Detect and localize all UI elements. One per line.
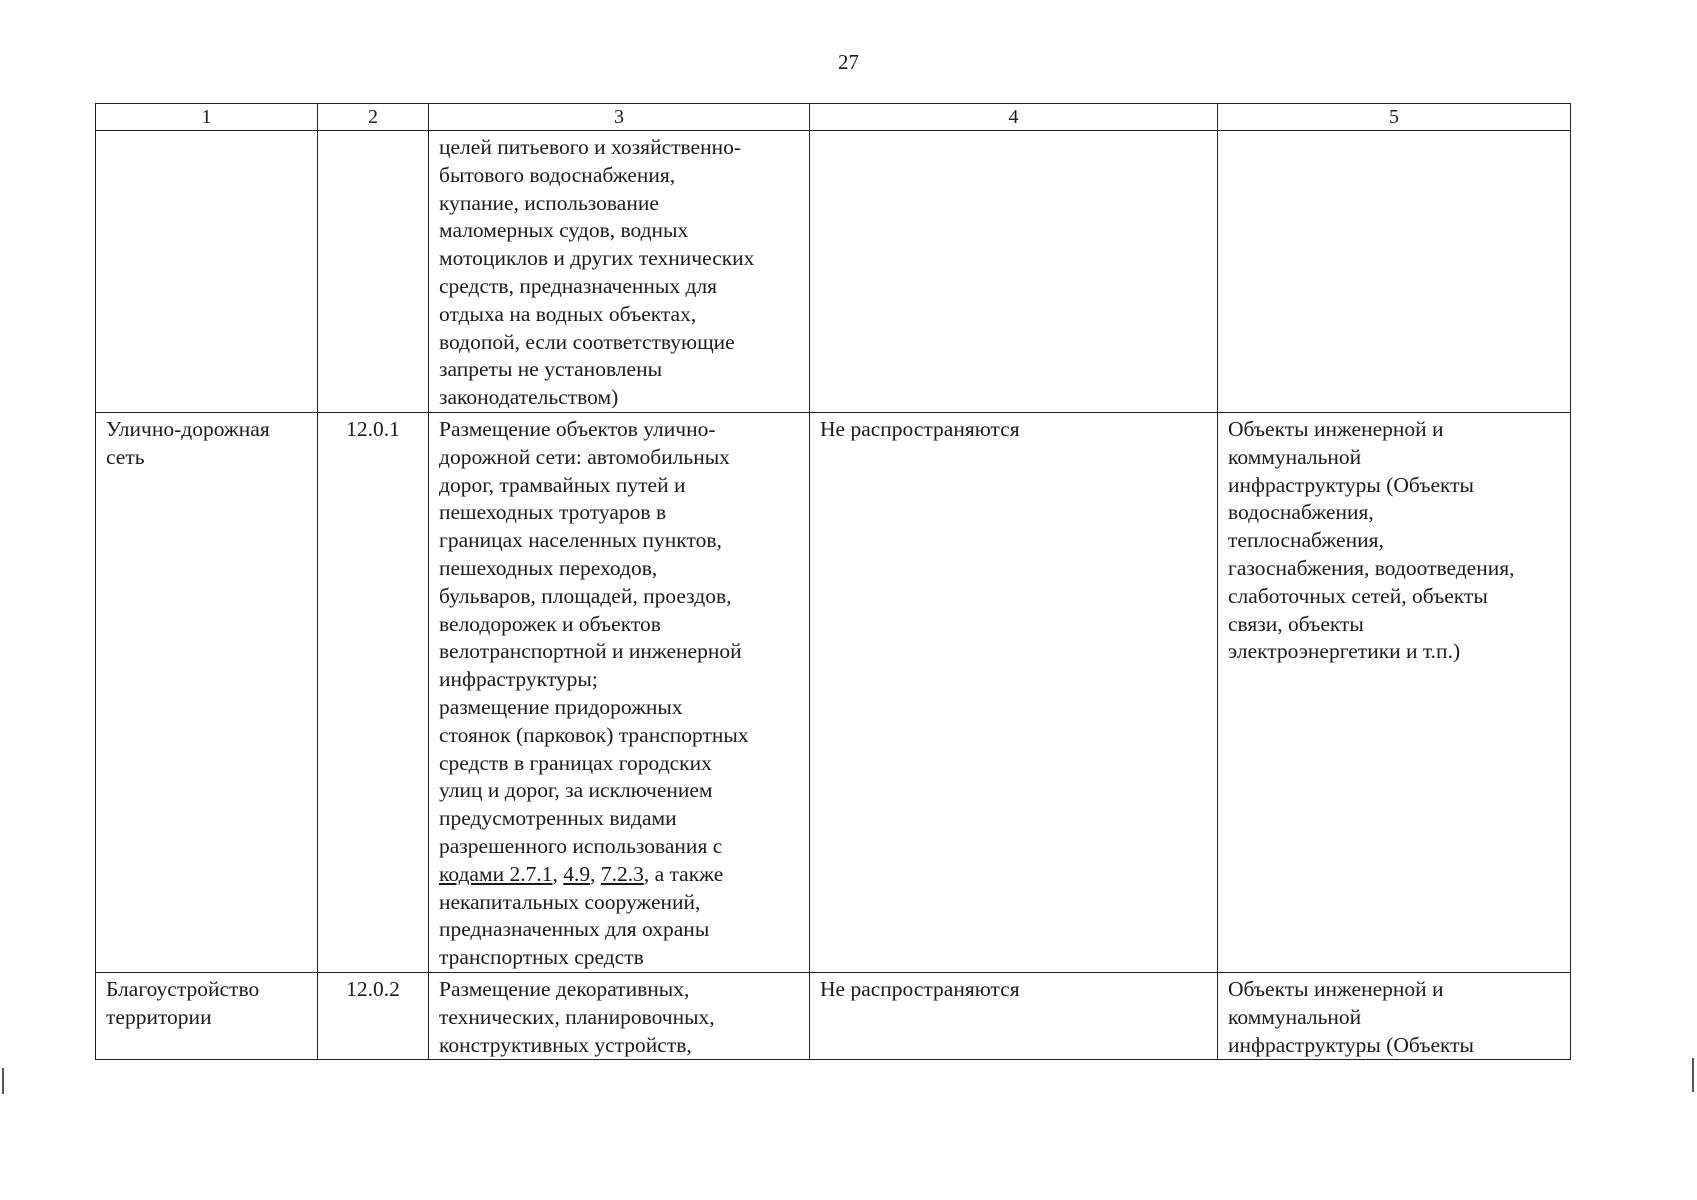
auxiliary-uses-cell: [1218, 972, 1571, 1059]
code-link-4-9[interactable]: 4.9: [563, 861, 591, 886]
auxiliary-uses-cell: [1218, 131, 1571, 413]
restrictions-text: Не распространяются: [820, 976, 1020, 1001]
use-name-cell: [96, 131, 318, 413]
restrictions-cell: [810, 131, 1218, 413]
use-code-cell: [318, 412, 429, 972]
header-col-5: 5: [1218, 104, 1571, 131]
restrictions-cell: [810, 412, 1218, 972]
header-col-3: 3: [429, 104, 810, 131]
use-description-cell: [429, 972, 810, 1059]
code-link-7-2-3[interactable]: 7.2.3: [600, 861, 644, 886]
header-col-2: 2: [318, 104, 429, 131]
table-row: [96, 131, 1571, 413]
use-description-text: Размещение декоративных, технических, планировочных, конструктивных устройств,: [439, 976, 715, 1057]
header-col-4: 4: [810, 104, 1218, 131]
header-col-1: 1: [96, 104, 318, 131]
use-name-cell: [96, 412, 318, 972]
land-use-table: [95, 103, 1571, 1060]
use-code-text: 12.0.1: [346, 416, 400, 441]
page-number: 27: [838, 50, 859, 74]
use-description-text: целей питьевого и хозяйственно- бытового водоснабжения, купание, использование маломерных судов, водных мотоциклов и других технических средств, предназначенных для отдыха на водных объектах, водопой, если соответствующие запреты не установлены законодательством): [439, 135, 755, 410]
use-name-text: Благоустройство территории: [106, 976, 260, 1029]
use-description-text: Размещение объектов улично- дорожной сети: автомобильных дорог, трамвайных путей и пешеходных тротуаров в границах населенных пунктов, пешеходных переходов, бульваров, площадей, проездов, велодорожек и объектов велотранспортной и инженерной инфраструктуры; размещение придорожных стоянок (парковок) транспортных средств в границах городских улиц и дорог, за исключением предусмотренных видами разрешенного использования с кодами 2.7.1, 4.9, 7.2.3, а также некапитальных сооружений, предназначенных для охраны транспортных средств: [439, 416, 749, 970]
auxiliary-uses-text: Объекты инженерной и коммунальной инфраструктуры (Объекты: [1228, 976, 1475, 1057]
auxiliary-uses-text: Объекты инженерной и коммунальной инфраструктуры (Объекты водоснабжения, теплоснабжения, газоснабжения, водоотведения, слаботочных сетей, объекты связи, объекты электроэнергетики и т.п.): [1228, 416, 1515, 664]
scan-edge-mark-left: [2, 1068, 4, 1094]
table-header-row: [96, 104, 1571, 131]
use-name-text: Улично-дорожная сеть: [106, 416, 270, 469]
use-name-cell: [96, 972, 318, 1059]
use-description-cell: [429, 131, 810, 413]
auxiliary-uses-cell: [1218, 412, 1571, 972]
use-code-text: 12.0.2: [346, 976, 400, 1001]
use-description-cell: [429, 412, 810, 972]
table-row: [96, 412, 1571, 972]
restrictions-cell: [810, 972, 1218, 1059]
scan-edge-mark-right: [1692, 1058, 1694, 1092]
code-link-2-7-1[interactable]: кодами 2.7.1: [439, 861, 553, 886]
use-code-cell: [318, 972, 429, 1059]
table-row: [96, 972, 1571, 1059]
use-code-cell: [318, 131, 429, 413]
restrictions-text: Не распространяются: [820, 416, 1020, 441]
